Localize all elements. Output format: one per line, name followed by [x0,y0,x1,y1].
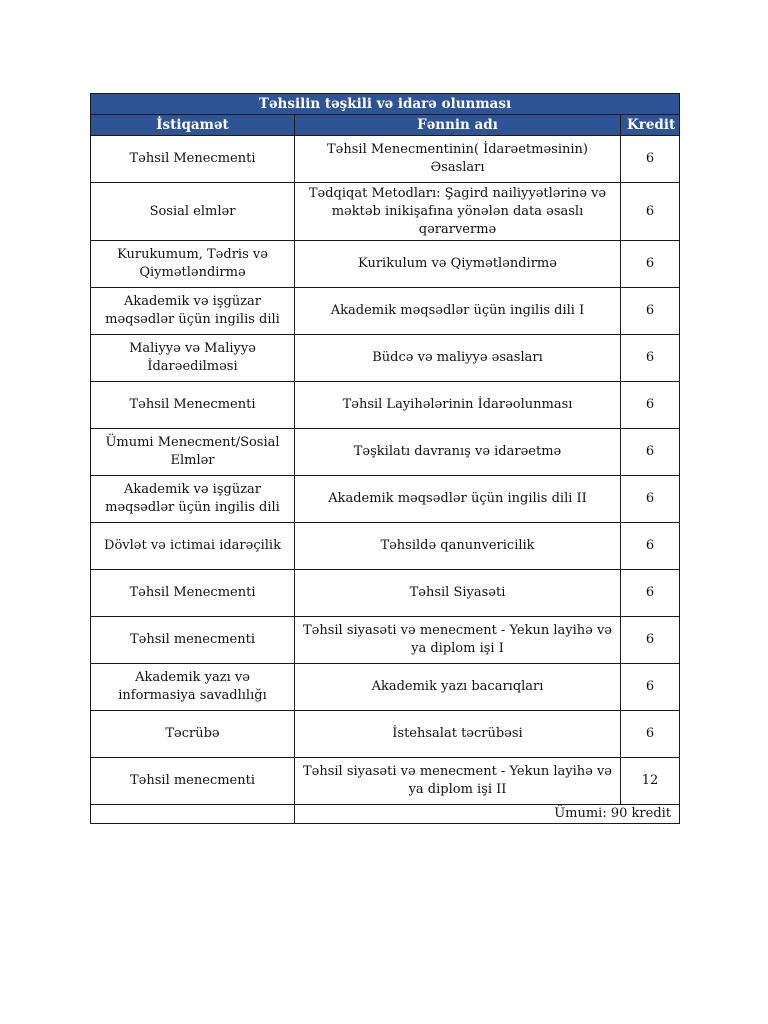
table-row [91,476,680,523]
table-row [91,183,680,241]
subject-cell: Kurikulum və Qiymətləndirmə [295,241,621,288]
subject-cell: Akademik yazı bacarıqları [295,664,621,711]
subject-cell: Təhsil Siyasəti [295,570,621,617]
curriculum-table [90,93,680,824]
table-row [91,523,680,570]
credit-cell: 6 [621,382,680,429]
total-row [91,805,680,824]
table-row [91,241,680,288]
credit-cell: 6 [621,617,680,664]
direction-cell: Dövlət və ictimai idarəçilik [91,523,295,570]
subject-cell: Təşkilatı davranış və idarəetmə [295,429,621,476]
credit-cell: 6 [621,664,680,711]
subject-cell: İstehsalat təcrübəsi [295,711,621,758]
direction-cell: Təhsil Menecmenti [91,382,295,429]
credit-cell: 6 [621,288,680,335]
direction-cell: Təhsil menecmenti [91,617,295,664]
direction-cell: Maliyyə və Maliyyə İdarəedilməsi [91,335,295,382]
subject-cell: Təhsildə qanunvericilik [295,523,621,570]
subject-cell: Təhsil Menecmentinin( İdarəetməsinin) Əsasları [295,136,621,183]
table-row [91,429,680,476]
subject-cell: Akademik məqsədlər üçün ingilis dili I [295,288,621,335]
credit-cell: 6 [621,570,680,617]
credit-cell: 6 [621,523,680,570]
header-credit: Kredit [621,115,680,136]
total-empty-cell [91,805,295,824]
direction-cell: Ümumi Menecment/Sosial Elmlər [91,429,295,476]
direction-cell: Akademik və işgüzar məqsədlər üçün ingilis dili [91,288,295,335]
table-row [91,664,680,711]
credit-cell: 6 [621,183,680,241]
subject-cell: Təhsil Layihələrinin İdarəolunması [295,382,621,429]
subject-cell: Büdcə və maliyyə əsasları [295,335,621,382]
credit-cell: 6 [621,241,680,288]
subject-cell: Tədqiqat Metodları: Şagird nailiyyətlərinə və məktəb inikişafına yönələn data əsaslı qərarvermə [295,183,621,241]
credit-cell: 12 [621,758,680,805]
direction-cell: Təhsil menecmenti [91,758,295,805]
table-row [91,570,680,617]
table-row [91,288,680,335]
credit-cell: 6 [621,476,680,523]
direction-cell: Kurukumum, Tədris və Qiymətləndirmə [91,241,295,288]
table-row [91,382,680,429]
direction-cell: Akademik yazı və informasiya savadlılığı [91,664,295,711]
subject-cell: Təhsil siyasəti və menecment - Yekun layihə və ya diplom işi II [295,758,621,805]
table-row [91,136,680,183]
curriculum-table-container [90,93,679,824]
table-title: Təhsilin təşkili və idarə olunması [91,94,680,115]
table-title-row [91,94,680,115]
header-subject: Fənnin adı [295,115,621,136]
subject-cell: Akademik məqsədlər üçün ingilis dili II [295,476,621,523]
header-direction: İstiqamət [91,115,295,136]
table-header-row [91,115,680,136]
direction-cell: Sosial elmlər [91,183,295,241]
direction-cell: Təcrübə [91,711,295,758]
credit-cell: 6 [621,429,680,476]
table-row [91,617,680,664]
table-row [91,758,680,805]
credit-cell: 6 [621,335,680,382]
credit-cell: 6 [621,136,680,183]
direction-cell: Akademik və işgüzar məqsədlər üçün ingilis dili [91,476,295,523]
total-credits: Ümumi: 90 kredit [295,805,680,824]
credit-cell: 6 [621,711,680,758]
subject-cell: Təhsil siyasəti və menecment - Yekun layihə və ya diplom işi I [295,617,621,664]
direction-cell: Təhsil Menecmenti [91,570,295,617]
table-row [91,711,680,758]
direction-cell: Təhsil Menecmenti [91,136,295,183]
table-row [91,335,680,382]
